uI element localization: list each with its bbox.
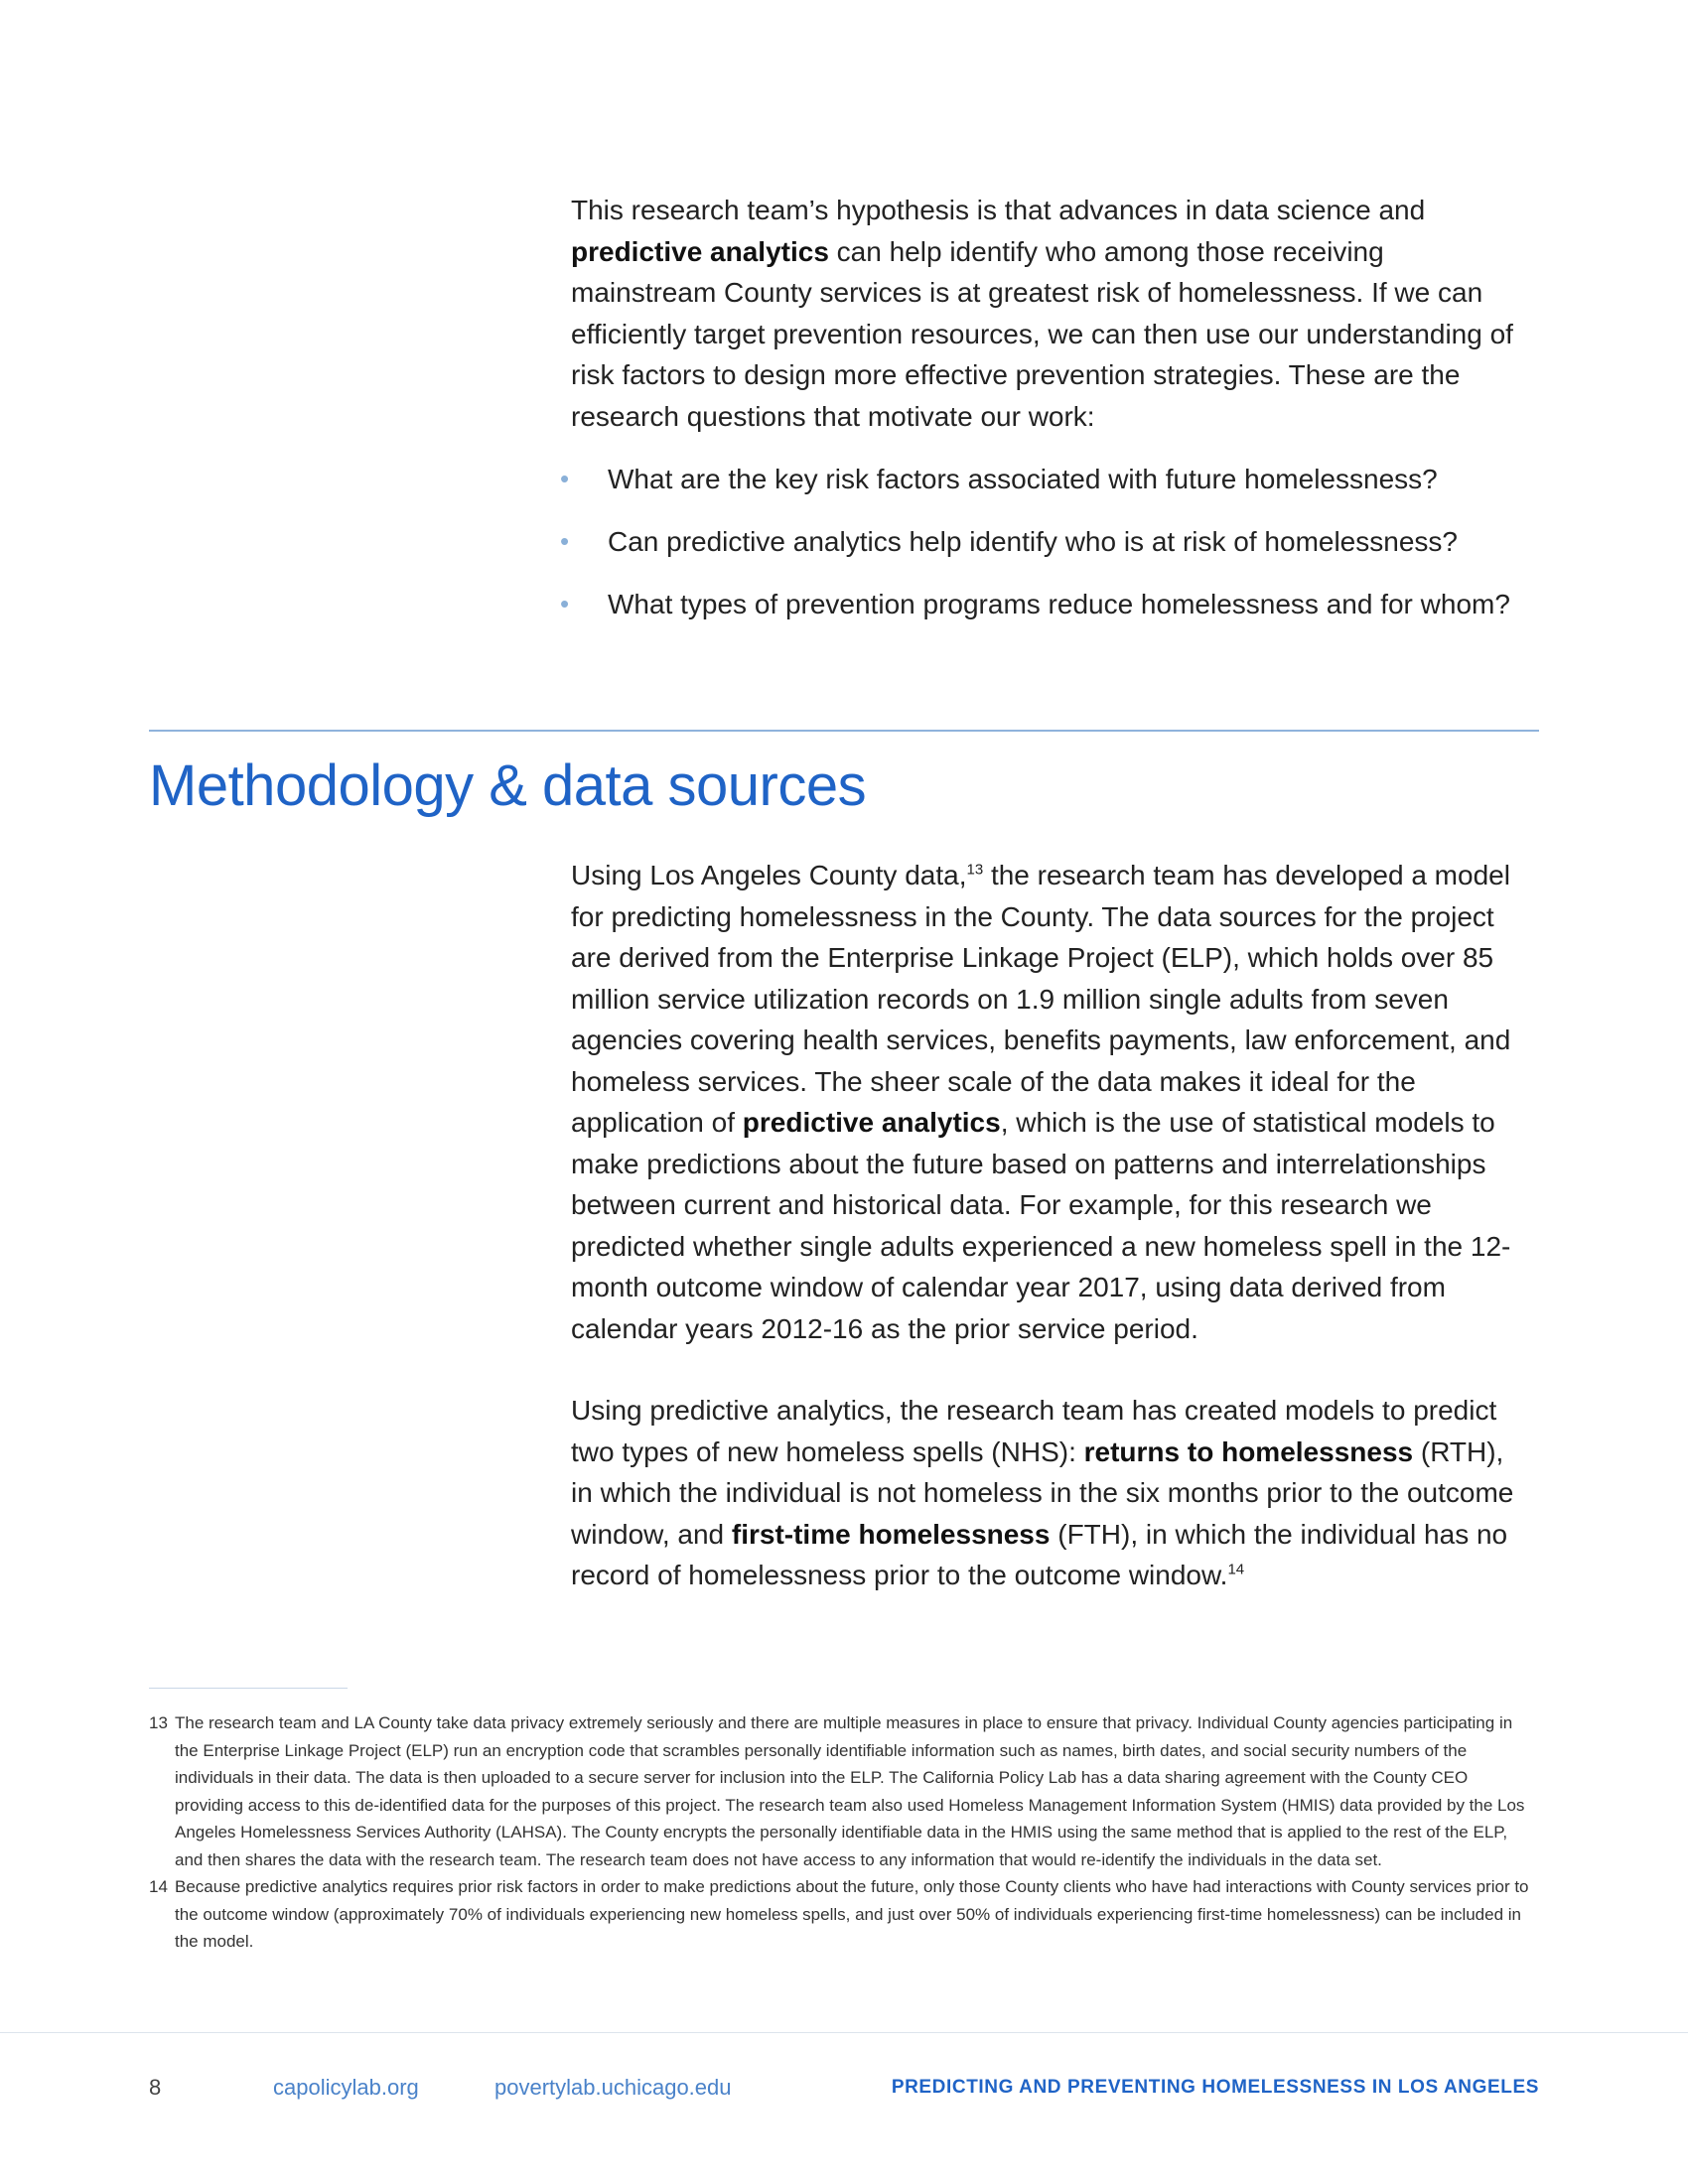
method-p2-text-1: Using predictive analytics, the research team has created models to predict two types of new homeless spells (NHS):	[571, 1395, 1497, 1467]
method-p2-text-3: (FTH), in which the individual has no record of homelessness prior to the outcome window.	[571, 1518, 1508, 1590]
bullet-icon: •	[560, 464, 570, 493]
question-item	[556, 521, 1529, 584]
footnotes	[149, 1709, 1529, 1956]
method-p2-text-2: (RTH), in which the individual is not homeless in the six months prior to the outcome window, and	[571, 1435, 1514, 1550]
research-questions-list	[556, 459, 1529, 646]
bullet-icon: •	[560, 589, 570, 618]
method-p2-bold-term-2: first-time homelessness	[731, 1518, 1051, 1550]
footnote-ref-13[interactable]: 13	[966, 861, 984, 879]
page-number: 8	[149, 2075, 162, 2100]
methodology-paragraph-1	[571, 855, 1529, 1349]
footnote-14	[149, 1873, 1529, 1956]
intro-text-2: can help identify who among those receiving mainstream County services is at greatest risk of homelessness. If we can efficiently target prevention resources, we can then use our understanding of risk factors to design more effective prevention strategies. These are the research questions that motivate our work:	[571, 235, 1513, 432]
footnote-number: 13	[149, 1713, 168, 1732]
intro-bold-term: predictive analytics	[571, 235, 829, 267]
question-text: What types of prevention programs reduce homelessness and for whom?	[608, 589, 1510, 619]
question-item	[556, 459, 1529, 521]
intro-paragraph	[571, 190, 1529, 437]
method-p1-text-2: the research team has developed a model for predicting homelessness in the County. The data sources for the project are derived from the Enterprise Linkage Project (ELP), which holds over 85 million service utilization records on 1.9 million single adults from seven agencies covering health services, benefits payments, law enforcement, and homeless services. The sheer scale of the data makes it ideal for the application of	[571, 860, 1511, 1138]
footnote-ref-14[interactable]: 14	[1227, 1561, 1245, 1578]
footnote-divider	[149, 1688, 348, 1689]
page-footer	[0, 2075, 1688, 2115]
footnote-text: The research team and LA County take data privacy extremely seriously and there are multiple measures in place to ensure that privacy. Individual County agencies participating in the Enterprise Linkage Project (ELP) run an encryption code that scrambles personally identifiable information such as names, birth dates, and social security numbers of the individuals in their data. The data is then uploaded to a secure server for inclusion into the ELP. The California Policy Lab has a data sharing agreement with the County CEO providing access to this de-identified data for the purposes of this project. The research team also used Homeless Management Information System (HMIS) data provided by the Los Angeles Homelessness Services Authority (LAHSA). The County encrypts the personally identifiable data in the HMIS using the same method that is applied to the rest of the ELP, and then shares the data with the research team. The research team does not have access to any information that would re-identify the individuals in the data set.	[175, 1713, 1525, 1869]
question-text: What are the key risk factors associated with future homelessness?	[608, 464, 1438, 494]
footnote-number: 14	[149, 1877, 168, 1896]
intro-text-1: This research team’s hypothesis is that advances in data science and	[571, 195, 1426, 225]
method-p2-bold-term-1: returns to homelessness	[1083, 1435, 1414, 1467]
povertylab-link[interactable]: povertylab.uchicago.edu	[494, 2075, 732, 2100]
section-divider	[149, 730, 1539, 732]
question-text: Can predictive analytics help identify who is at risk of homelessness?	[608, 526, 1458, 557]
method-p1-bold-term: predictive analytics	[742, 1107, 1001, 1138]
methodology-paragraph-2	[571, 1390, 1529, 1596]
question-item	[556, 584, 1529, 646]
footnote-13	[149, 1709, 1529, 1873]
capolicylab-link[interactable]: capolicylab.org	[273, 2075, 419, 2100]
bullet-icon: •	[560, 526, 570, 556]
footnote-text: Because predictive analytics requires prior risk factors in order to make predictions about the future, only those County clients who have had interactions with County services prior to the outcome window (approximately 70% of individuals experiencing new homeless spells, and just over 50% of individuals experiencing first-time homelessness) can be included in the model.	[175, 1877, 1529, 1951]
method-p1-text-3: , which is the use of statistical models to make predictions about the future based on patterns and interrelationships between current and historical data. For example, for this research we predicted whether single adults experienced a new homeless spell in the 12-month outcome window of calendar year 2017, using data derived from calendar years 2012-16 as the prior service period.	[571, 1107, 1511, 1344]
method-p1-text-1: Using Los Angeles County data,	[571, 860, 967, 890]
report-title: PREDICTING AND PREVENTING HOMELESSNESS IN LOS ANGELES	[891, 2077, 1539, 2098]
section-heading: Methodology & data sources	[149, 753, 867, 818]
footer-divider	[0, 2032, 1688, 2033]
